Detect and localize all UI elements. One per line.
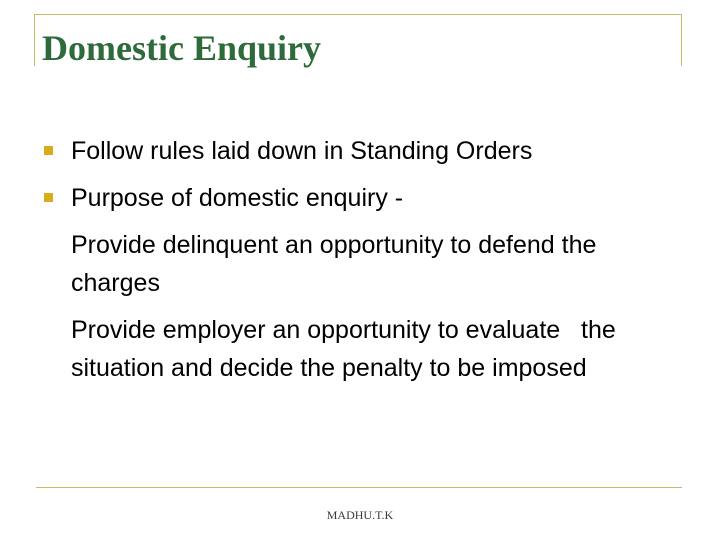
sub-paragraph-2-text: Provide employer an opportunity to evaluate the situation and decide the penalty to be imposed <box>71 316 623 382</box>
left-frame-line <box>34 14 35 66</box>
bottom-divider <box>36 487 682 488</box>
sub-paragraph-2 <box>44 311 631 387</box>
sub-paragraph-1: Provide delinquent an opportunity to defend the charges <box>71 231 597 297</box>
slide-body <box>44 132 684 396</box>
slide-title: Domestic Enquiry <box>42 28 321 68</box>
bullet-item-1 <box>44 132 684 170</box>
bullet-text-2: Purpose of domestic enquiry - <box>71 184 404 212</box>
right-frame-line <box>681 14 682 66</box>
square-bullet-icon <box>44 193 53 202</box>
square-bullet-icon <box>44 146 53 155</box>
bullet-text-1: Follow rules laid down in Standing Orders <box>71 137 533 165</box>
top-divider <box>34 14 682 15</box>
bullet-item-2 <box>44 179 684 217</box>
footer-author: MADHU.T.K <box>326 508 394 522</box>
